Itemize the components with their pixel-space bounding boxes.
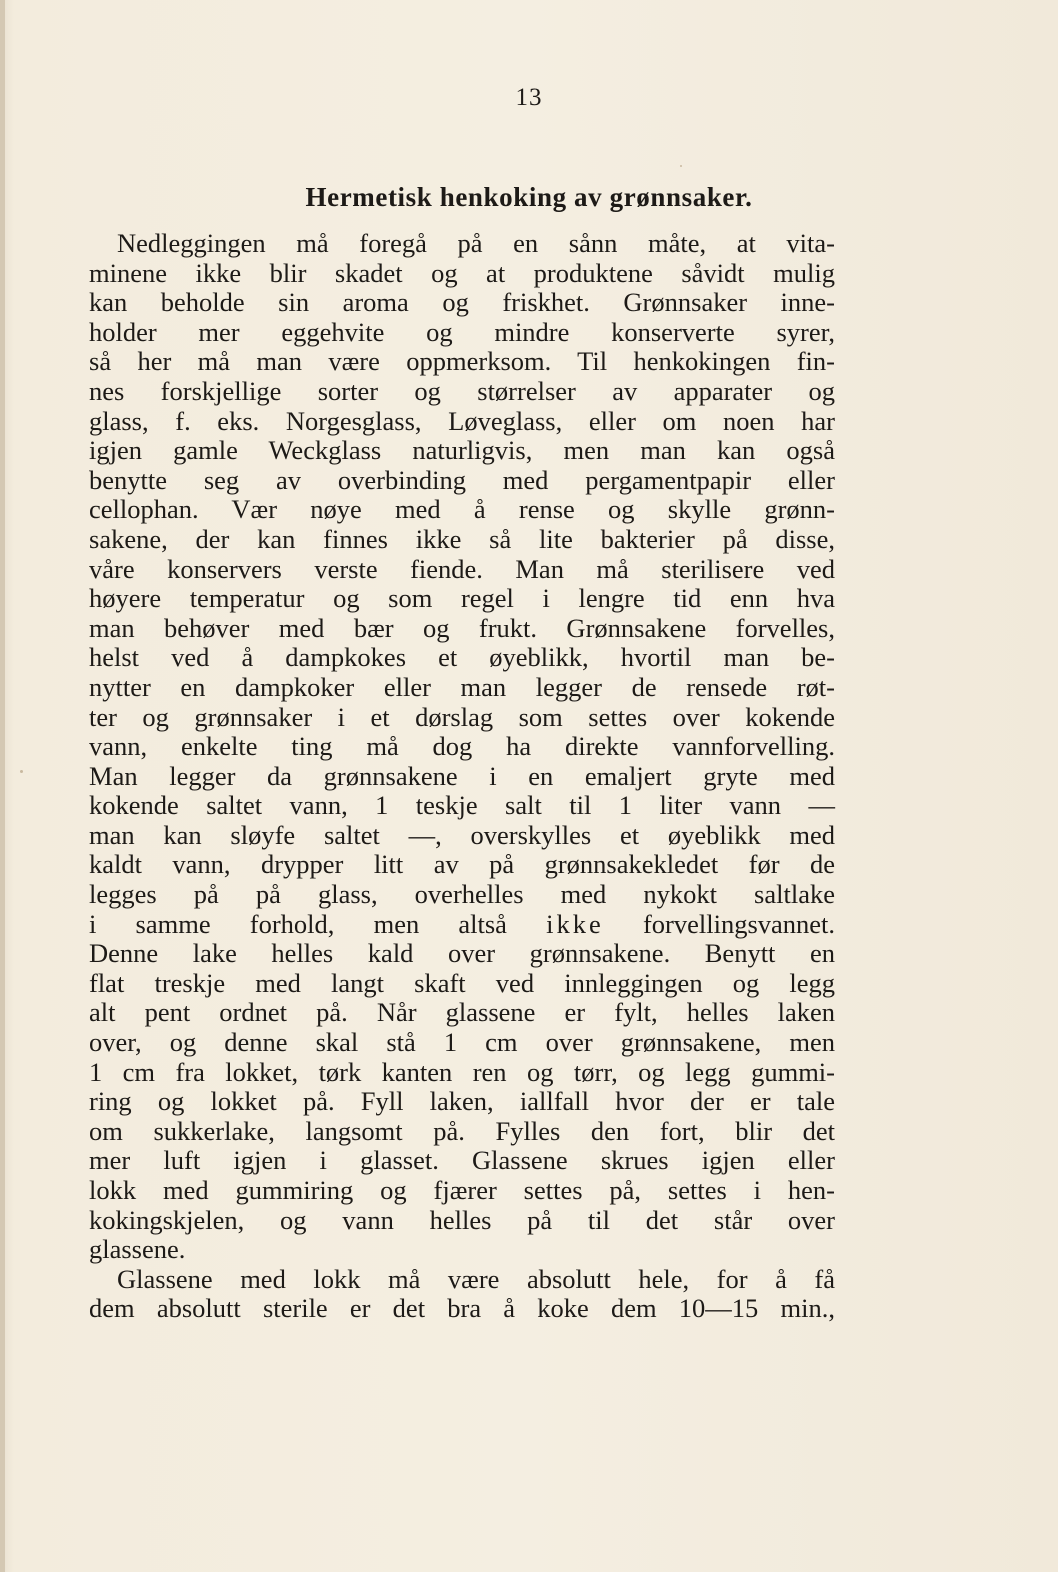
text-line: igjen gamle Weckglass naturligvis, men man kan også [89,435,835,466]
text-line: 1 cm fra lokket, tørk kanten ren og tørr, og legg gummi- [89,1056,835,1087]
text-line: høyere temperatur og som regel i lengre tid enn hva [89,583,835,614]
text-line: dem absolutt sterile er det bra å koke dem 10—15 min., [89,1293,835,1324]
text-line: cellophan. Vær nøye med å rense og skylle grønn- [89,494,835,525]
text-line: minene ikke blir skadet og at produktene såvidt mulig [89,257,835,288]
text-line: nes forskjellige sorter og størrelser av apparater og [89,375,835,406]
text-line: glassene. [89,1234,186,1265]
text-line: sakene, der kan finnes ikke så lite bakterier på disse, [89,523,835,554]
text-line: lokk med gummiring og fjærer settes på, settes i hen- [89,1175,835,1205]
page-number: 13 [515,84,543,111]
text-line: benytte seg av overbinding med pergamentpapir eller [89,464,835,495]
text-line: man kan sløyfe saltet —, overskylles et øyeblikk med [89,819,835,850]
text-fragment: forvellingsvannet. [642,908,836,939]
paper-speck [20,770,23,773]
text-line-with-emphasis [89,910,835,940]
text-line: Nedleggingen må foregå på en sånn måte, at vita- [117,228,835,258]
text-line: om sukkerlake, langsomt på. Fylles den fort, blir det [89,1115,835,1146]
text-fragment: i samme forhold, men altså [89,908,507,939]
text-line: nytter en dampkoker eller man legger de rensede røt- [89,671,835,702]
text-line: kokende saltet vann, 1 teskje salt til 1 liter vann — [89,790,835,821]
paper-speck [680,165,682,167]
text-line: alt pent ordnet på. Når glassene er fylt, helles laken [89,997,835,1028]
text-line: man behøver med bær og frukt. Grønnsakene forvelles, [89,612,835,643]
page-spine-edge [0,0,5,1572]
text-line: mer luft igjen i glasset. Glassene skrues igjen eller [89,1145,835,1176]
text-line: ter og grønnsaker i et dørslag som settes over kokende [89,701,835,732]
text-line: Glassene med lokk må være absolutt hele, for å få [117,1263,835,1294]
text-line: glass, f. eks. Norgesglass, Løveglass, eller om noen har [89,405,835,436]
text-line: vann, enkelte ting må dog ha direkte vannforvelling. [89,731,835,762]
section-heading: Hermetisk henkoking av grønnsaker. [305,182,753,212]
body-text [89,229,835,1324]
text-line: Denne lake helles kald over grønnsakene. Benytt en [89,938,835,969]
text-line: kokingskjelen, og vann helles på til det står over [89,1204,835,1235]
text-line: kan beholde sin aroma og friskhet. Grønnsaker inne- [89,287,835,318]
text-line: legges på på glass, overhelles med nykokt saltlake [89,879,835,910]
text-line: våre konservers verste fiende. Man må sterilisere ved [89,553,835,584]
text-line: kaldt vann, drypper litt av på grønnsakekledet før de [89,849,835,880]
emphasized-word: ikke [546,908,604,939]
text-line: ring og lokket på. Fyll laken, iallfall hvor der er tale [89,1086,835,1117]
text-line: Man legger da grønnsakene i en emaljert gryte med [89,760,835,791]
text-line: over, og denne skal stå 1 cm over grønnsakene, men [89,1027,835,1058]
text-line: helst ved å dampkokes et øyeblikk, hvortil man be- [89,642,835,673]
text-line: holder mer eggehvite og mindre konserverte syrer, [89,316,835,347]
text-line: flat treskje med langt skaft ved innleggingen og legg [89,967,835,998]
text-line: så her må man være oppmerksom. Til henkokingen fin- [89,346,835,377]
